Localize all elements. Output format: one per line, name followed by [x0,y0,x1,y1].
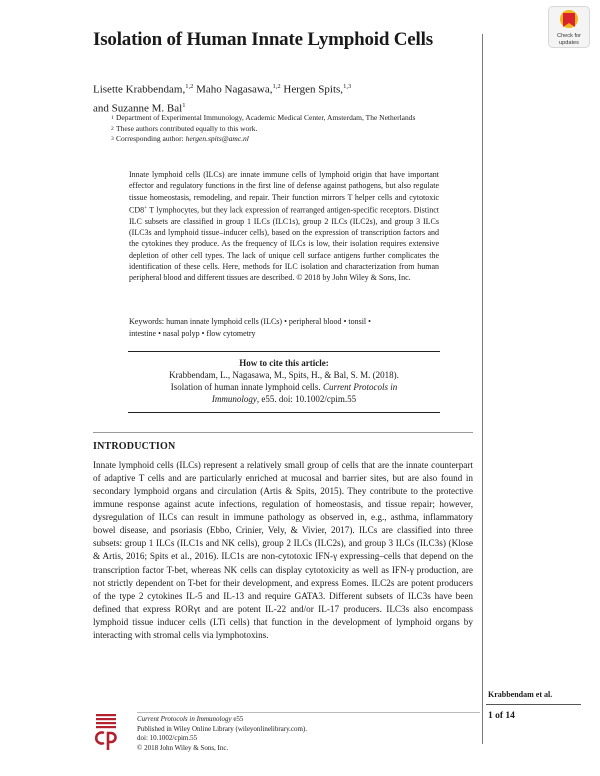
section-heading: INTRODUCTION [93,441,176,452]
author-affiliation-marker: 1,2 [185,83,194,90]
keywords-label: Keywords: [129,317,165,326]
author-affiliation-marker: 1,3 [343,83,352,90]
margin-vertical-rule [482,34,483,744]
citation-line: Krabbendam, L., Nagasawa, M., Spits, H., & Bal, S. M. (2018). [169,370,399,380]
affiliation-item [111,113,441,124]
citation-journal: Immunology [211,394,257,404]
citation-box [128,351,440,413]
keyword-separator: • [368,317,371,326]
affiliation-marker: 3 [111,136,114,142]
running-head: Krabbendam et al. [488,690,553,699]
badge-line2: updates [559,40,579,46]
keyword-item: flow cytometry [206,328,256,338]
keyword-item: tonsil [348,317,367,326]
keyword-item: nasal polyp [162,328,200,338]
affiliation-marker: 1 [111,115,114,121]
citation-doi[interactable]: , e55. doi: 10.1002/cpim.55 [256,394,357,404]
keyword-item: intestine [129,328,157,338]
check-for-updates-badge[interactable] [548,6,590,48]
footer-published: Published in Wiley Online Library (wileyonlinelibrary.com). [137,724,308,733]
abstract [129,169,439,284]
article-title: Isolation of Human Innate Lymphoid Cells [93,29,433,50]
citation-line: Isolation of human innate lymphoid cells. Current Protocols in [170,382,398,392]
citation-journal: Current Protocols in [322,382,398,392]
abstract-text: Innate lymphoid cells (ILCs) are innate immune cells of lymphoid origin that have important effector and regulatory functions in the first line of defense against pathogens, but also regulate tissue homeostasis, remodeling, and repair. Their function mirrors T helper cells and cytotoxic CD8 [129,170,439,215]
keyword-item: peripheral blood [288,317,342,326]
author-name: Lisette Krabbendam, [93,83,186,96]
keyword-separator: • [201,328,205,338]
page-number: 1 of 14 [488,711,515,721]
keyword-separator: • [158,328,161,338]
footer-doi[interactable]: doi: 10.1002/cpim.55 [137,734,198,742]
citation-heading: How to cite this article: [239,358,329,368]
current-protocols-logo [93,714,119,754]
author-name: and Suzanne M. Bal [93,102,183,115]
abstract-superscript: + [144,204,148,211]
keyword-separator: • [284,317,287,326]
abstract-text-cont: T lymphocytes, but they lack expression of rearranged antigen-specific receptors. Distinct ILC subsets are classified in group 1 ILCs (ILC1s), group 2 ILCs (ILC2s), and group 3 ILCs (ILC3s and lymphoid tissue–inducer cells), based on the expression of transcription factors and the cytokines they produce. As the frequency of ILCs is low, their isolation requires extensive depletion of other cell types. The lack of unique cell surface antigens further complicates the identification of these cells. Here, methods for ILC isolation and characterization from human peripheral blood and different tissues are described. © 2018 by John Wiley & Sons, Inc. [129,205,439,283]
footer-divider [137,712,480,713]
footer-copyright: © 2018 John Wiley & Sons, Inc. [137,743,229,752]
affiliations [111,113,441,145]
affiliation-marker: 2 [111,125,114,132]
citation-line [128,393,440,405]
section-divider [93,432,473,433]
affiliation-item [111,124,441,135]
affiliation-text: Department of Experimental Immunology, Academic Medical Center, Amsterdam, The Netherlands [116,113,416,122]
keywords [129,316,439,339]
footer-info [137,715,477,753]
affiliation-text: These authors contributed equally to this work. [116,123,258,133]
footer-journal: Current Protocols in Immunology [137,715,232,723]
author-list [93,79,473,116]
keyword-item: human innate lymphoid cells (ILCs) [166,317,283,326]
footer-article: e55 [231,715,244,723]
author-name: Hergen Spits, [280,83,344,96]
corresponding-email-link[interactable]: hergen.spits@amc.nl [185,134,249,143]
author-affiliation-marker: 1,2 [272,83,281,90]
affiliation-text: Corresponding author: [116,134,186,143]
affiliation-item [111,134,441,145]
author-affiliation-marker: 1 [182,101,186,109]
bookmark-icon [560,10,578,28]
introduction-paragraph: Innate lymphoid cells (ILCs) represent a relatively small group of cells that are the innate counterpart of adaptive T cells and are particularly enriched at mucosal and barrier sites, but are also found in secondary lymphoid organs and circulation (Artis & Spits, 2015). They contribute to the protective immune response against acute infections, regulation of homeostasis, and tissue repair; however, dysregulation of ILCs can result in immune pathology as observed in, e.g., asthma, inflammatory bowel disease, and psoriasis (Ebbo, Crinier, Vely, & Vivier, 2017). ILCs are classified into three subsets: group 1 ILCs (ILC1s and NK cells), group 2 ILCs (ILC2s), and group 3 ILCs (ILC3s) (Klose & Artis, 2016; Spits et al., 2016). ILC1s are non-cytotoxic IFN-γ expressing–cells that depend on the transcription factor T-bet, whereas NK cells can display cytotoxicity as well as IFN-γ production, are not strictly dependent on T-bet for their development, and express Eomes. ILC2s are potent producers of the type 2 cytokines IL-5 and IL-13 and require GATA3. Different subsets of ILC3s have been defined that express RORγt and are potent IL-22 and/or IL-17 producers. ILC3s also encompass lymphoid tissue inducer cells (LTi cells) that function in the development of lymphoid organs by interacting with stromal cells via lymphotoxins. [93,460,473,640]
badge-line1: Check for [557,33,581,39]
keyword-separator: • [343,317,347,326]
running-head-rule [486,704,581,705]
author-name: Maho Nagasawa, [193,83,273,96]
